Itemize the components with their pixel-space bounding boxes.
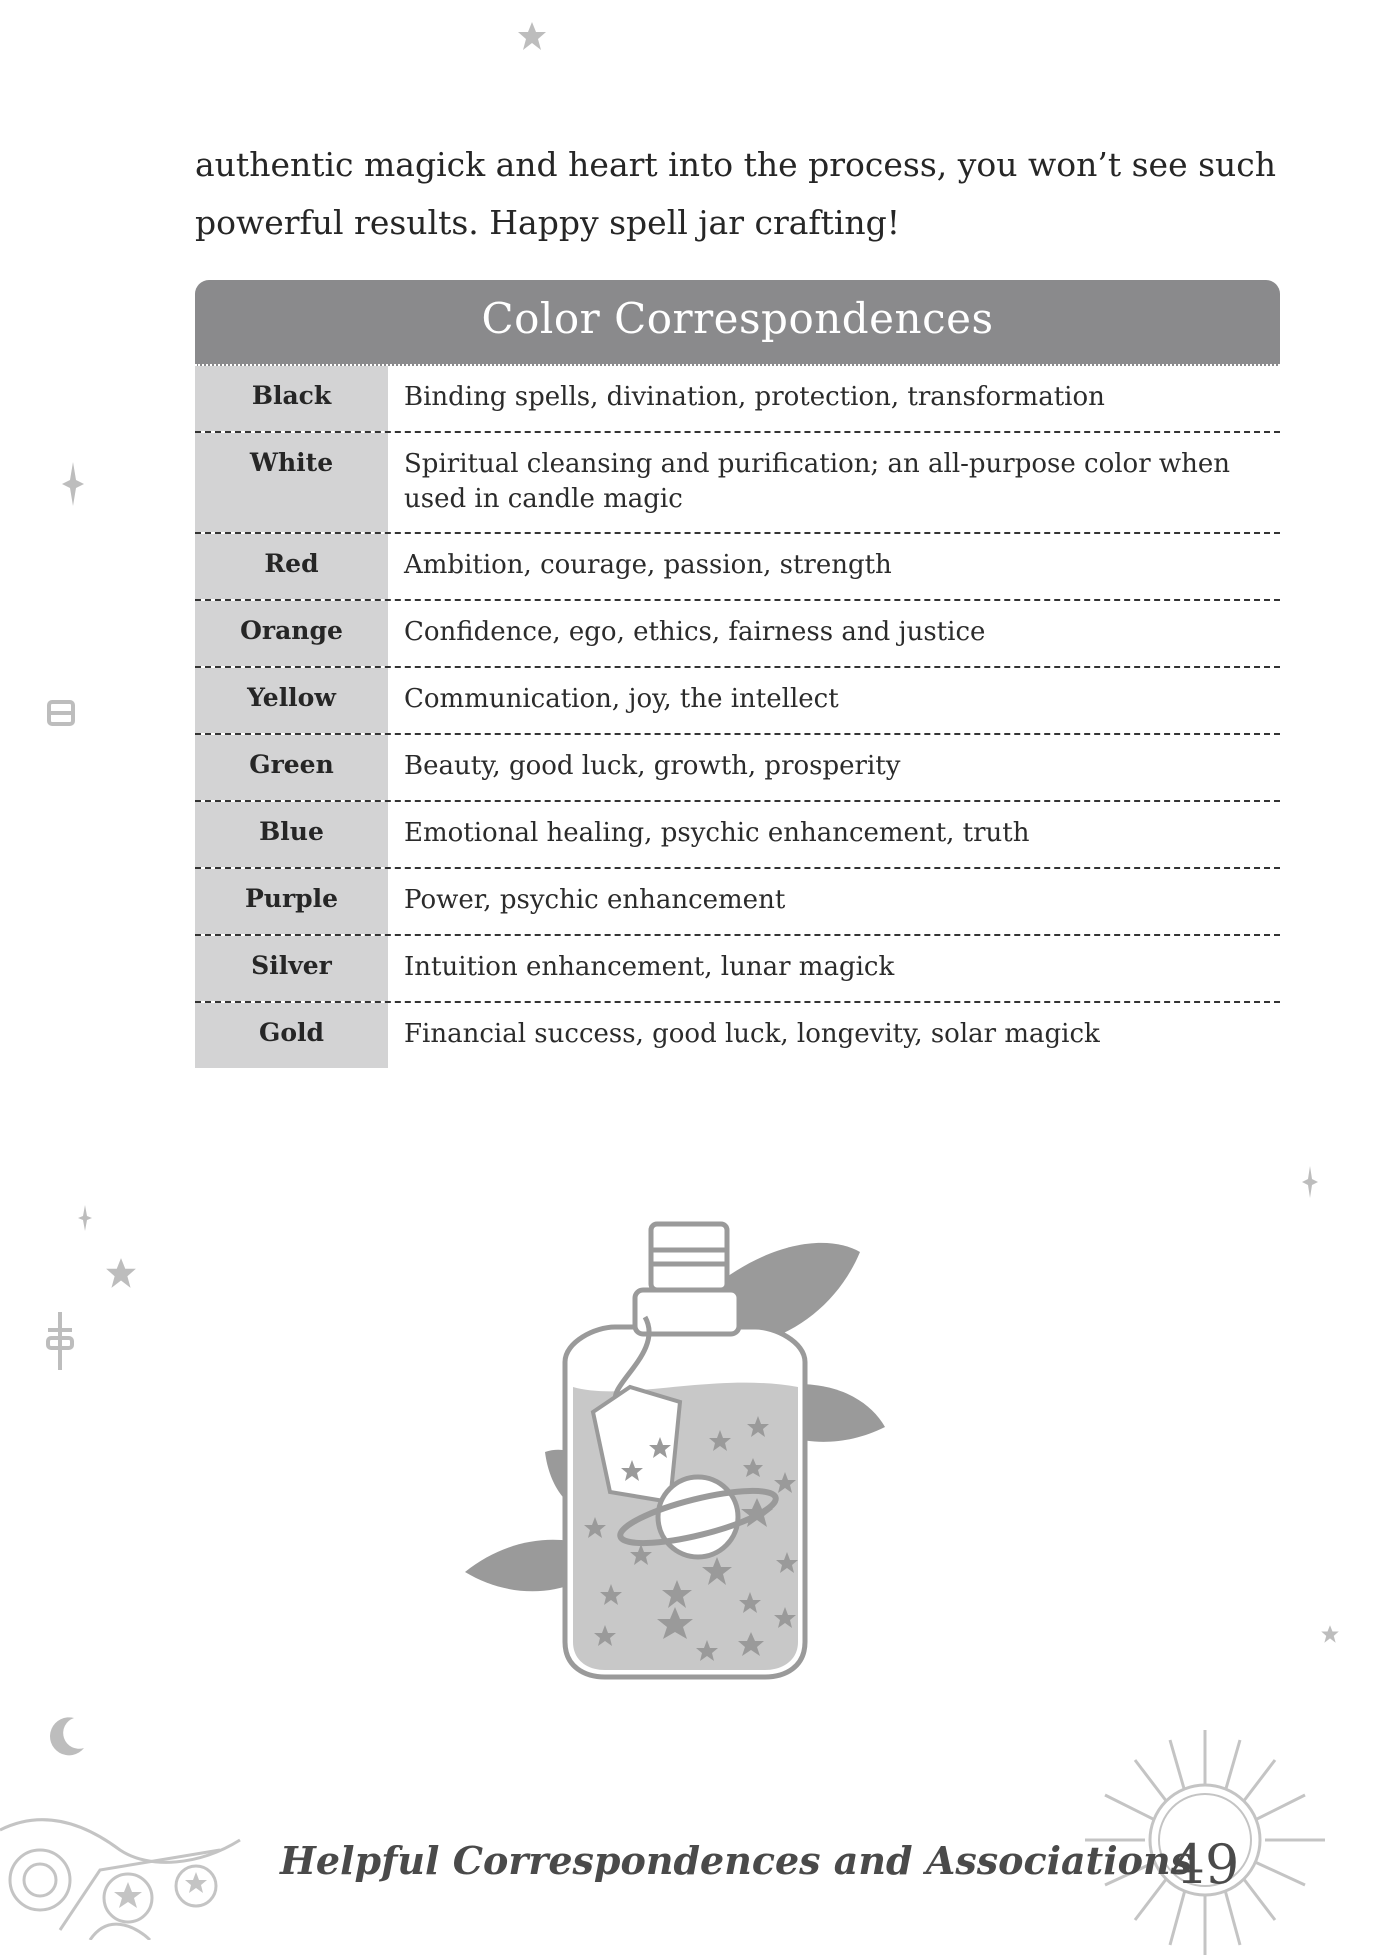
color-meaning: Beauty, good luck, growth, prosperity — [404, 751, 901, 781]
star-icon — [1320, 1624, 1340, 1644]
color-name: Yellow — [195, 668, 388, 733]
table-row — [195, 802, 1280, 869]
star-icon — [104, 1256, 138, 1290]
table-row — [195, 601, 1280, 668]
color-meaning: Binding spells, divination, protection, transformation — [404, 382, 1105, 412]
planet-symbol-icon — [44, 1312, 76, 1370]
table-row — [195, 735, 1280, 802]
color-meaning: Ambition, courage, passion, strength — [404, 550, 892, 580]
color-name: Purple — [195, 869, 388, 934]
color-meaning: Spiritual cleansing and purification; an all-purpose color when used in candle magic — [404, 449, 1231, 514]
sparkle-icon — [1302, 1166, 1318, 1198]
color-name: Green — [195, 735, 388, 800]
table-row — [195, 668, 1280, 735]
color-meaning: Intuition enhancement, lunar magick — [404, 952, 895, 982]
spell-jar-illustration — [455, 1212, 955, 1692]
table-row — [195, 1003, 1280, 1068]
color-name: Orange — [195, 601, 388, 666]
table-header — [195, 280, 1280, 366]
color-name: Silver — [195, 936, 388, 1001]
table-row — [195, 433, 1280, 534]
color-name: Black — [195, 366, 388, 431]
color-meaning: Confidence, ego, ethics, fairness and justice — [404, 617, 986, 647]
color-correspondences-table — [195, 280, 1280, 1068]
color-meaning: Communication, joy, the intellect — [404, 684, 839, 714]
sparkle-icon — [62, 462, 84, 506]
sparkle-icon — [78, 1205, 92, 1231]
page-number: 49 — [1170, 1833, 1240, 1896]
color-meaning: Financial success, good luck, longevity, solar magick — [404, 1019, 1100, 1049]
color-name: Red — [195, 534, 388, 599]
rune-icon — [46, 698, 76, 728]
table-title: Color Correspondences — [481, 294, 994, 343]
star-icon — [516, 20, 548, 52]
color-meaning: Emotional healing, psychic enhancement, truth — [404, 818, 1030, 848]
intro-paragraph: authentic magick and heart into the process, you won’t see such powerful results. Happy spell jar crafting! — [195, 145, 1277, 242]
color-name: White — [195, 433, 388, 532]
swirl-border-decoration — [0, 1790, 300, 1940]
color-meaning: Power, psychic enhancement — [404, 885, 786, 915]
running-footer-title: Helpful Correspondences and Associations — [280, 1838, 1192, 1883]
color-name: Blue — [195, 802, 388, 867]
color-name: Gold — [195, 1003, 388, 1068]
table-row — [195, 936, 1280, 1003]
table-row — [195, 534, 1280, 601]
table-row — [195, 869, 1280, 936]
crescent-moon-icon — [44, 1714, 88, 1758]
table-row — [195, 366, 1280, 433]
